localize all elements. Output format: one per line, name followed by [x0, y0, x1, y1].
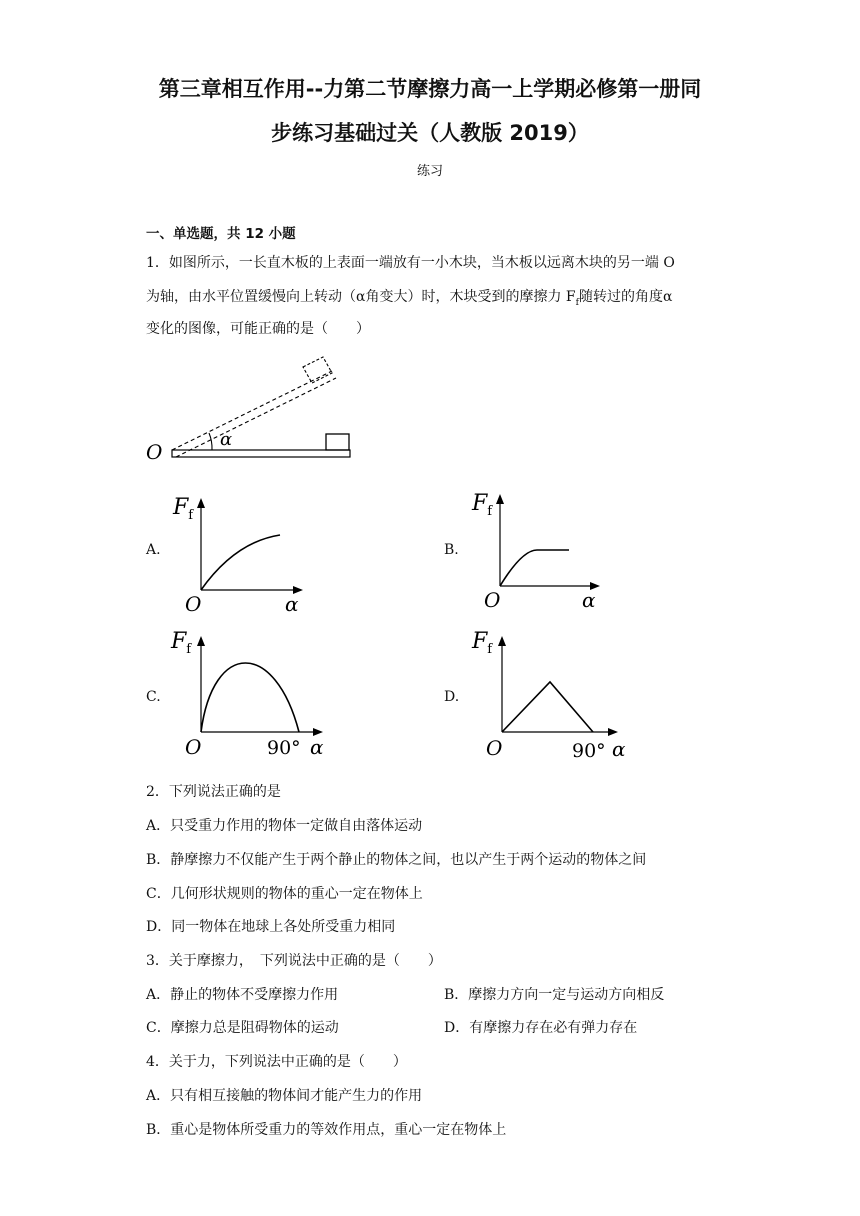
q1-option-d-x-label: α [612, 737, 626, 761]
q1-option-b-origin: O [484, 588, 501, 611]
q1-option-b-graph[interactable] [462, 486, 607, 611]
q2-option-c[interactable]: C．几何形状规则的物体的重心一定在物体上 [146, 886, 423, 902]
q1-option-a-graph[interactable] [165, 490, 310, 615]
q1-option-c-label[interactable]: C. [146, 689, 161, 705]
q2-option-a[interactable]: A．只受重力作用的物体一定做自由落体运动 [146, 818, 423, 834]
q1-stem-line2 [146, 290, 672, 308]
q2-option-d[interactable]: D．同一物体在地球上各处所受重力相同 [146, 919, 396, 935]
q1-board-figure [140, 345, 370, 470]
q1-option-d-label[interactable]: D. [444, 689, 460, 705]
q1-option-c-graph[interactable] [165, 620, 340, 765]
q3-stem: 3．关于摩擦力， 下列说法中正确的是（ ） [146, 953, 442, 969]
q4-stem: 4．关于力，下列说法中正确的是（ ） [146, 1054, 407, 1070]
section-heading: 一、单选题，共 12 小题 [146, 226, 296, 242]
q3-option-c[interactable]: C．摩擦力总是阻碍物体的运动 [146, 1020, 339, 1036]
q3-option-a[interactable]: A．静止的物体不受摩擦力作用 [146, 987, 339, 1003]
q1-stem-line1: 1．如图所示，一长直木板的上表面一端放有一小木块，当木板以远离木块的另一端 O [146, 255, 675, 271]
q4-option-b[interactable]: B．重心是物体所受重力的等效作用点，重心一定在物体上 [146, 1122, 507, 1138]
q1-option-a-label[interactable]: A. [146, 542, 161, 558]
q1-option-b-y-label: $F_f$ [472, 491, 493, 519]
q1-option-b-label[interactable]: B. [444, 542, 459, 558]
q1-option-d-90-mark: 90° [572, 740, 606, 762]
q3-option-d[interactable]: D．有摩擦力存在必有弹力存在 [444, 1020, 638, 1036]
q1-stem-line2-tail: 随转过的角度α [578, 289, 673, 305]
doc-subtitle: 练习 [416, 164, 443, 179]
q1-figure-angle: α [220, 429, 233, 450]
q1-option-a-x-label: α [285, 592, 299, 615]
doc-title-line2: 步练习基础过关（人教版 2019） [271, 121, 589, 145]
q1-option-d-origin: O [486, 736, 503, 760]
q1-option-d-graph[interactable] [462, 622, 637, 767]
q1-option-a-origin: O [185, 592, 202, 615]
q1-stem-line3: 变化的图像，可能正确的是（ ） [146, 321, 370, 337]
q2-option-b[interactable]: B．静摩擦力不仅能产生于两个静止的物体之间，也以产生于两个运动的物体之间 [146, 852, 647, 868]
doc-title-line1: 第三章相互作用--力第二节摩擦力高一上学期必修第一册同 [158, 77, 702, 101]
q1-option-a-y-label: $F_f$ [173, 495, 194, 523]
q1-option-c-y-label: $F_f$ [171, 629, 192, 657]
q2-stem: 2．下列说法正确的是 [146, 784, 281, 800]
q1-stem-sub: f [575, 297, 579, 308]
q1-option-d-y-label: $F_f$ [472, 629, 493, 657]
q1-option-c-x-label: α [310, 735, 324, 759]
q1-option-c-90-mark: 90° [267, 737, 301, 759]
q4-option-a[interactable]: A．只有相互接触的物体间才能产生力的作用 [146, 1088, 423, 1104]
q1-option-c-origin: O [185, 735, 202, 759]
q3-option-b[interactable]: B．摩擦力方向一定与运动方向相反 [444, 987, 665, 1003]
q1-figure-origin: O [146, 440, 163, 464]
q1-option-b-x-label: α [582, 588, 596, 611]
q1-stem-line2-text: 为轴，由水平位置缓慢向上转动（α角变大）时，木块受到的摩擦力 F [146, 289, 576, 305]
